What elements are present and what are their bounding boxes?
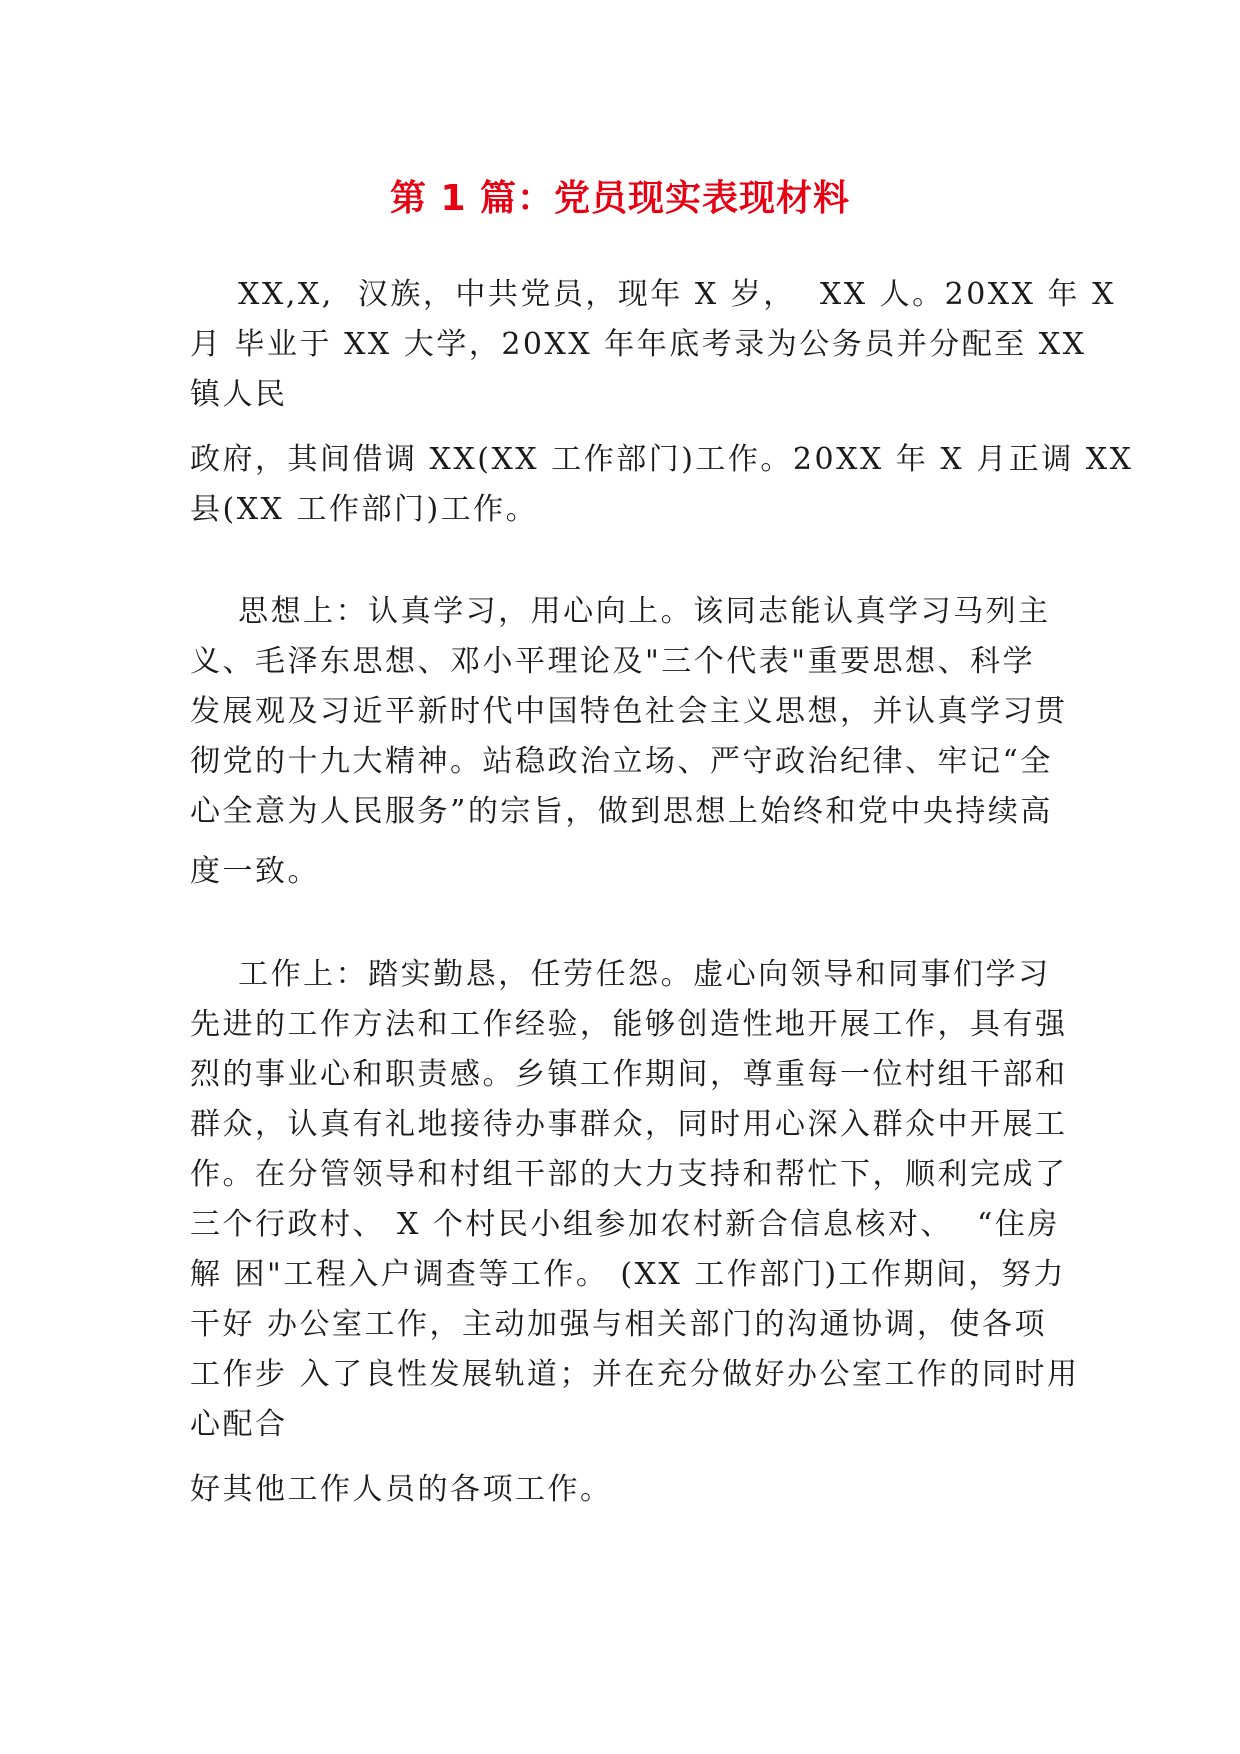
document-title: 第 1 篇：党员现实表现材料 — [389, 178, 851, 219]
paragraph-2-line-2: 县(XX 工作部门)工作。 — [190, 492, 539, 527]
paragraph-3-line-4: 彻党的十九大精神。站稳政治立场、严守政治纪律、牢记“全 — [190, 744, 1053, 779]
paragraph-4-line-5: 作。在分管领导和村组干部的大力支持和帮忙下，顺利完成了 — [190, 1157, 1068, 1192]
paragraph-4-line-1: 工作上：踏实勤恳，任劳任怨。虚心向领导和同事们学习 — [190, 957, 1051, 992]
paragraph-1-line-2: 月 毕业于 XX 大学，20XX 年年底考录为公务员并分配至 XX — [190, 327, 1087, 362]
paragraph-3-line-3: 发展观及习近平新时代中国特色社会主义思想，并认真学习贯 — [190, 694, 1068, 729]
paragraph-1-line-1: XX,X, 汉族，中共党员，现年 X 岁， XX 人。20XX 年 X — [190, 277, 1116, 312]
paragraph-4-line-3: 烈的事业心和职责感。乡镇工作期间，尊重每一位村组干部和 — [190, 1057, 1068, 1092]
paragraph-2-line-1: 政府，其间借调 XX(XX 工作部门)工作。20XX 年 X 月正调 XX — [190, 442, 1134, 477]
paragraph-3-line-6: 度一致。 — [190, 854, 320, 889]
paragraph-4-line-2: 先进的工作方法和工作经验，能够创造性地开展工作，具有强 — [190, 1007, 1068, 1042]
paragraph-3-line-2: 义、毛泽东思想、邓小平理论及"三个代表"重要思想、科学 — [190, 644, 1036, 679]
paragraph-4-line-8: 干好 办公室工作，主动加强与相关部门的沟通协调，使各项 — [190, 1307, 1048, 1342]
paragraph-5-line-1: 好其他工作人员的各项工作。 — [190, 1472, 613, 1507]
paragraph-4-line-9: 工作步 入了良性发展轨道；并在充分做好办公室工作的同时用 — [190, 1357, 1080, 1392]
paragraph-4-line-7: 解 困"工程入户调查等工作。 (XX 工作部门)工作期间，努力 — [190, 1257, 1067, 1292]
paragraph-4-line-10: 心配合 — [190, 1407, 288, 1442]
paragraph-3-line-5: 心全意为人民服务”的宗旨，做到思想上始终和党中央持续高 — [190, 794, 1053, 829]
paragraph-3-line-1: 思想上：认真学习，用心向上。该同志能认真学习马列主 — [190, 594, 1051, 629]
paragraph-4-line-4: 群众，认真有礼地接待办事群众，同时用心深入群众中开展工 — [190, 1107, 1068, 1142]
paragraph-1-line-3: 镇人民 — [190, 377, 288, 412]
paragraph-4-line-6: 三个行政村、 X 个村民小组参加农村新合信息核对、 “住房 — [190, 1207, 1060, 1242]
